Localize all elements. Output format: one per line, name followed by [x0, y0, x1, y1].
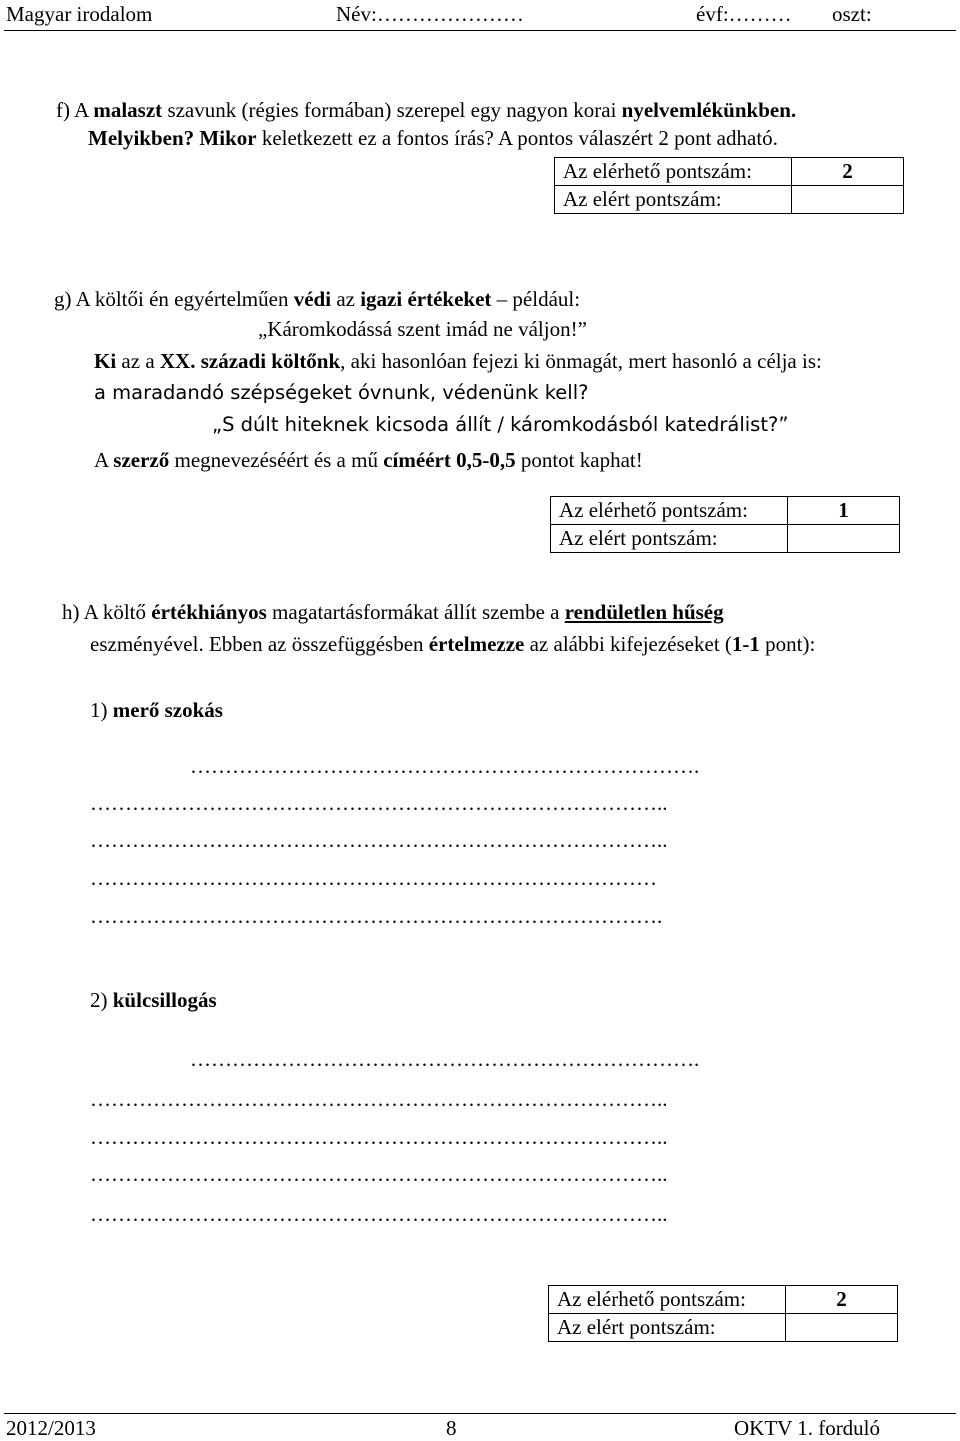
question-h-item-2: 2) külcsillogás [90, 988, 217, 1012]
score-got-field[interactable] [788, 525, 900, 553]
question-g-quote-2: „S dúlt hiteknek kicsoda állít / káromkodásból katedrálist?” [212, 413, 789, 436]
question-h-line-2: eszményével. Ebben az összefüggésben értelmezze az alábbi kifejezéseket (1-1 pont): [90, 632, 816, 656]
question-g-line-6: A szerző megnevezéséért és a mű címéért 0,5-0,5 pontot kaphat! [94, 448, 643, 472]
header-name-field: Név:………………… [336, 2, 524, 26]
answer-line[interactable]: ……………………………………………………………………….. [90, 1162, 668, 1186]
footer-year: 2012/2013 [6, 1416, 96, 1440]
question-g-quote-1: „Káromkodássá szent imád ne váljon!” [258, 317, 587, 341]
score-max-value: 2 [792, 158, 904, 186]
score-box-f [554, 157, 904, 214]
question-g-marker: g) [54, 287, 72, 311]
question-h-item-1: 1) merő szokás [90, 698, 223, 722]
question-f-line-1: f) A malaszt szavunk (régies formában) szerepel egy nagyon korai nyelvemlékünkben. [56, 98, 797, 122]
question-f-line-2: Melyikben? Mikor keletkezett ez a fontos írás? A pontos válaszért 2 pont adható. [88, 126, 778, 150]
answer-line[interactable]: ……………………………………………………………………….. [90, 1202, 668, 1226]
answer-line[interactable]: ……………………………………………………………………….. [90, 1125, 668, 1149]
score-got-field[interactable] [786, 1314, 898, 1342]
header-grade-field: évf:……… [696, 2, 792, 26]
score-got-label: Az elért pontszám: [551, 525, 788, 553]
answer-line[interactable]: ………………………………………………………………. [190, 1047, 700, 1071]
score-box-h [548, 1285, 898, 1342]
score-max-value: 1 [788, 497, 900, 525]
footer-page-number: 8 [446, 1416, 457, 1440]
question-g-line-4: a maradandó szépségeket óvnunk, védenünk kell? [94, 381, 589, 404]
answer-line[interactable]: ………………………………………………………………. [190, 754, 700, 778]
question-f-marker: f) [56, 98, 70, 122]
question-g-line-1: g) A költői én egyértelműen védi az igazi értékeket – például: [54, 287, 581, 311]
header-class-field: oszt: [832, 2, 872, 26]
footer-rule [4, 1413, 956, 1414]
question-g-line-3: Ki az a XX. századi költőnk, aki hasonlóan fejezi ki önmagát, mert hasonló a célja is: [94, 349, 822, 373]
header-subject: Magyar irodalom [6, 2, 153, 26]
question-h-line-1: h) A költő értékhiányos magatartásformákat állít szembe a rendületlen hűség [62, 600, 724, 624]
answer-line[interactable]: ……………………………………………………………………….. [90, 828, 668, 852]
header-rule [4, 30, 956, 31]
footer-round: OKTV 1. forduló [734, 1416, 881, 1440]
score-box-g [550, 496, 900, 553]
score-got-label: Az elért pontszám: [549, 1314, 786, 1342]
score-max-label: Az elérhető pontszám: [549, 1286, 786, 1314]
answer-line[interactable]: ……………………………………………………………………….. [90, 1087, 668, 1111]
question-h-marker: h) [62, 600, 80, 624]
score-got-field[interactable] [792, 186, 904, 214]
score-max-value: 2 [786, 1286, 898, 1314]
score-got-label: Az elért pontszám: [555, 186, 792, 214]
score-max-label: Az elérhető pontszám: [551, 497, 788, 525]
score-max-label: Az elérhető pontszám: [555, 158, 792, 186]
answer-line[interactable]: ……………………………………………………………………… [90, 866, 657, 890]
answer-line[interactable]: ……………………………………………………………………….. [90, 791, 668, 815]
answer-line[interactable]: ………………………………………………………………………. [90, 904, 663, 928]
